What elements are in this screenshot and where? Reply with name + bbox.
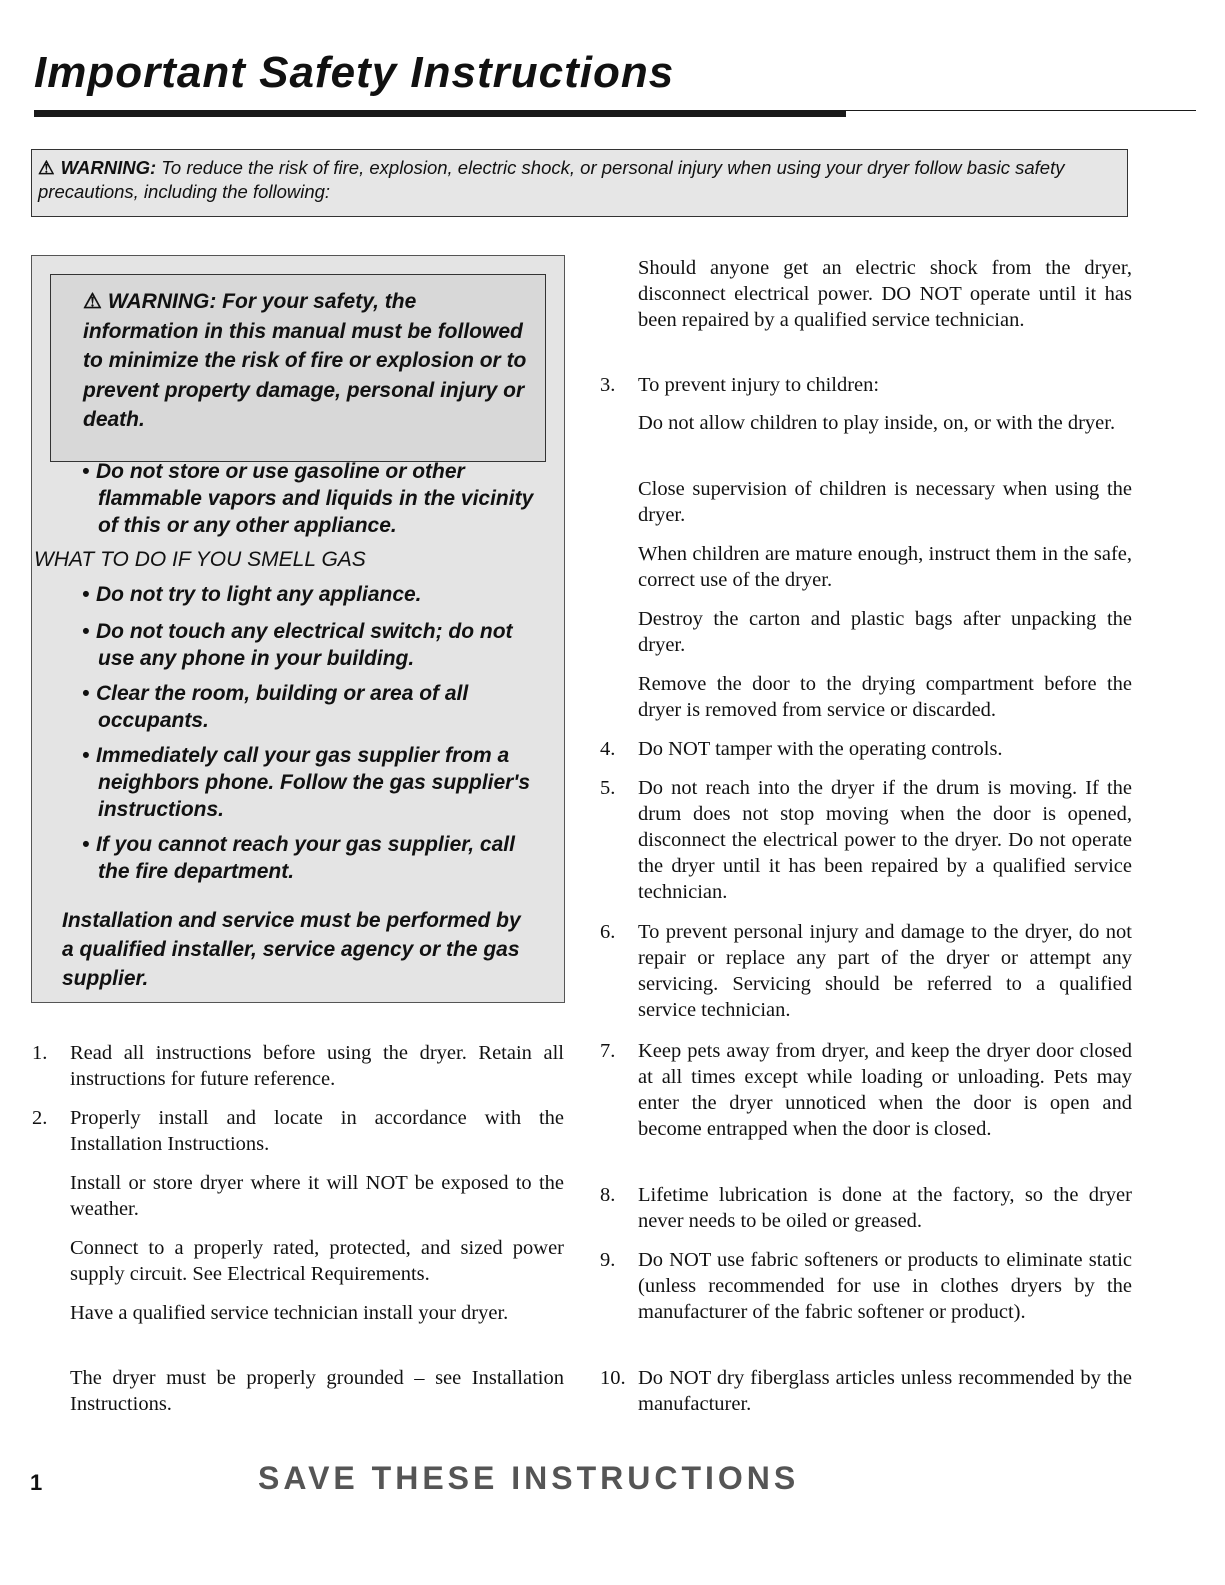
gas-item: • Do not touch any electrical switch; do not use any phone in your building. (82, 620, 513, 670)
list-item: Do NOT tamper with the operating controls. (638, 738, 1003, 760)
title-rule-thin (846, 110, 1196, 111)
list-paragraph: Destroy the carton and plastic bags after unpacking the dryer. (638, 608, 1132, 656)
list-item: To prevent personal injury and damage to the dryer, do not repair or replace any part of the dryer or attempt any servicing. Servicing should be referred to a qualified service technician. (638, 921, 1132, 1021)
gas-item: • Clear the room, building or area of all occupants. (82, 682, 469, 732)
top-warning-box (31, 149, 1128, 217)
list-item: To prevent injury to children: (638, 374, 880, 396)
inner-warning-label: WARNING: (107, 290, 217, 313)
list-paragraph: When children are mature enough, instruct them in the safe, correct use of the dryer. (638, 543, 1132, 591)
list-number: 3. (600, 374, 616, 396)
list-item: Do not reach into the dryer if the drum is moving. If the drum does not stop moving when the door is opened, disconnect the electrical power to the dryer. Do not operate the dryer until it has been repaired by a qualified service technician. (638, 777, 1132, 903)
list-number: 9. (600, 1249, 616, 1271)
list-item: Do NOT use fabric softeners or products to eliminate static (unless recommended for use in clothes dryers by the manufacturer of the fabric softener or product). (638, 1249, 1132, 1323)
list-paragraph: Have a qualified service technician install your dryer. (70, 1302, 509, 1324)
inner-warning-box (50, 274, 546, 462)
inner-warning-text: For your safety, the information in this manual must be followed to minimize the risk of fire or explosion or to prevent property damage, personal injury or death. (83, 290, 527, 431)
list-paragraph: Do not allow children to play inside, on, or with the dryer. (638, 412, 1116, 434)
list-number: 7. (600, 1040, 616, 1062)
list-item: Lifetime lubrication is done at the factory, so the dryer never needs to be oiled or greased. (638, 1184, 1132, 1232)
gas-warning-box (31, 255, 565, 1003)
list-paragraph: Connect to a properly rated, protected, and sized power supply circuit. See Electrical Requirements. (70, 1237, 564, 1285)
gas-item: • Immediately call your gas supplier from a neighbors phone. Follow the gas supplier's instructions. (82, 744, 531, 821)
warning-label: WARNING: (60, 157, 157, 178)
page-title: Important Safety Instructions (34, 48, 675, 97)
warning-triangle-icon: ⚠ (83, 290, 102, 313)
title-rule (34, 110, 846, 117)
list-number: 10. (600, 1367, 626, 1389)
intro-paragraph: Should anyone get an electric shock from the dryer, disconnect electrical power. DO NOT operate until it has been repaired by a qualified service technician. (638, 257, 1132, 331)
list-paragraph: Close supervision of children is necessary when using the dryer. (638, 478, 1132, 526)
list-item: Keep pets away from dryer, and keep the dryer door closed at all times except while loading or unloading. Pets may enter the dryer unnoticed when the door is open and become entrapped when the door is closed. (638, 1040, 1132, 1140)
gas-item: • Do not store or use gasoline or other flammable vapors and liquids in the vicinity of this or any other appliance. (82, 460, 534, 537)
list-paragraph: The dryer must be properly grounded – see Installation Instructions. (70, 1367, 564, 1415)
list-item: Do NOT dry fiberglass articles unless recommended by the manufacturer. (638, 1367, 1132, 1415)
gas-item-installation: Installation and service must be performed by a qualified installer, service agency or the gas supplier. (62, 909, 521, 990)
list-item: Read all instructions before using the dryer. Retain all instructions for future reference. (70, 1042, 564, 1090)
list-number: 8. (600, 1184, 616, 1206)
list-number: 1. (32, 1042, 48, 1064)
warning-text: To reduce the risk of fire, explosion, electric shock, or personal injury when using your dryer follow basic safety precautions, including the following: (38, 157, 1065, 202)
gas-heading: WHAT TO DO IF YOU SMELL GAS (34, 548, 366, 571)
gas-item: • Do not try to light any appliance. (82, 583, 422, 606)
list-number: 2. (32, 1107, 48, 1129)
list-number: 5. (600, 777, 616, 799)
list-number: 4. (600, 738, 616, 760)
list-item: Properly install and locate in accordance with the Installation Instructions. (70, 1107, 564, 1155)
footer-title: SAVE THESE INSTRUCTIONS (258, 1460, 800, 1496)
list-paragraph: Remove the door to the drying compartment before the dryer is removed from service or discarded. (638, 673, 1132, 721)
page-number: 1 (30, 1470, 43, 1495)
list-paragraph: Install or store dryer where it will NOT be exposed to the weather. (70, 1172, 564, 1220)
warning-triangle-icon: ⚠ (38, 157, 55, 178)
gas-item: • If you cannot reach your gas supplier, call the fire department. (82, 833, 515, 883)
list-number: 6. (600, 921, 616, 943)
